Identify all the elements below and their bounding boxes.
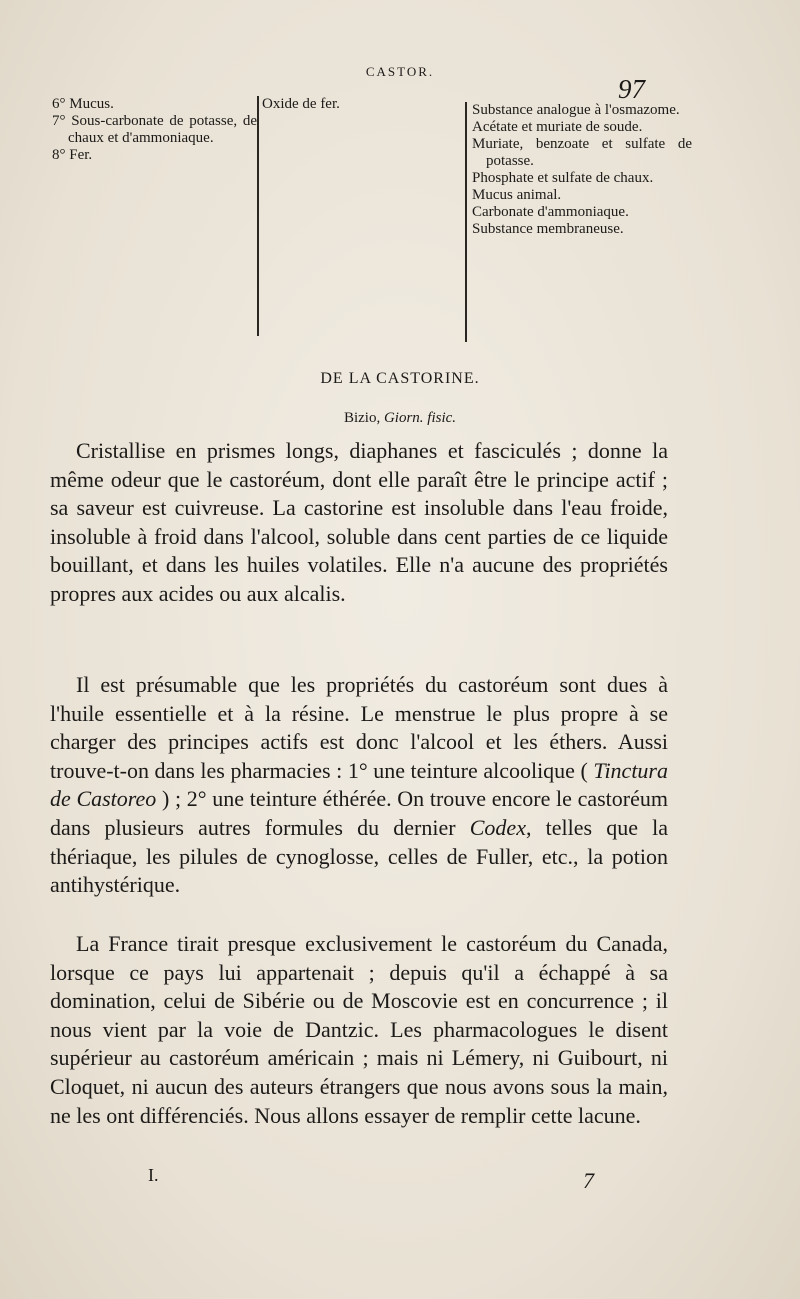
table-entry: 7° Sous-carbonate de potasse, de chaux et d'ammoniaque. — [52, 113, 257, 146]
gathering-number: 7 — [583, 1168, 594, 1193]
page-number: 97 — [618, 74, 645, 104]
paragraph-span: Il est présumable que les propriétés du castoréum sont dues à l'huile essentielle et à la résine. Le menstrue le plus propre à se charger des principes actifs est donc l'alcool et les éthers. Aussi trouve-t-on dans les pharmacies : 1° une teinture alcoolique ( — [50, 672, 668, 783]
paragraph — [50, 437, 668, 609]
paragraph — [50, 671, 668, 900]
table-column-3 — [472, 102, 692, 238]
paragraph-span: ) ; 2° une teinture éthérée. On trouve encore le castoréum dans plusieurs autres formules du dernier — [50, 786, 669, 840]
table-entry: Mucus animal. — [472, 187, 562, 203]
signature-mark: I. — [148, 1165, 159, 1185]
paragraph-text: Cristallise en prismes longs, diaphanes et fasciculés ; donne la même odeur que le castoréum, dont elle paraît être le principe actif ; sa saveur est cuivreuse. La castorine est insoluble dans l'eau froide, insoluble à froid dans l'alcool, soluble dans cent parties de ce liquide bouillant, et dans les huiles volatiles. Elle n'a aucune des propriétés propres aux acides ou aux alcalis. — [50, 438, 668, 606]
source-author: Bizio, — [343, 410, 384, 426]
table-entry: 6° Mucus. — [52, 96, 114, 112]
table-entry: Carbonate d'ammoniaque. — [472, 204, 629, 220]
running-title: CASTOR. — [365, 64, 435, 79]
paragraph-text — [50, 671, 668, 900]
table-column-2 — [262, 96, 462, 113]
source-journal: Giorn. fisic. — [383, 410, 457, 426]
table-entry: Phosphate et sulfate de chaux. — [472, 170, 654, 186]
italic-title: Codex — [469, 814, 526, 840]
table-entry: Substance membraneuse. — [472, 221, 624, 237]
table-entry: Oxide de fer. — [262, 96, 340, 112]
paragraph — [50, 930, 668, 1130]
composition-table — [52, 96, 692, 346]
italic-title: Tinctura de Castoreo — [50, 757, 668, 812]
section-title: DE LA CASTORINE. — [320, 370, 480, 387]
table-column-1 — [52, 96, 257, 164]
source-citation — [0, 410, 800, 427]
paragraph-text: La France tirait presque exclusivement le castoréum du Canada, lorsque ce pays lui appartenait ; depuis qu'il a échappé à sa domination, celui de Sibérie ou de Moscovie est en concurrence ; il nous vient par la voie de Dantzic. Les pharmacologues le disent supérieur au castoréum américain ; mais ni Lémery, ni Guibourt, ni Cloquet, ni aucun des auteurs étrangers que nous avons sous la main, ne les ont différenciés. Nous allons essayer de remplir cette lacune. — [50, 931, 668, 1128]
table-entry: Acétate et muriate de soude. — [472, 119, 643, 135]
table-entry: Substance analogue à l'osmazome. — [472, 102, 680, 118]
table-entry: 8° Fer. — [52, 147, 93, 163]
column-rule — [465, 102, 467, 342]
column-rule — [257, 96, 259, 336]
table-entry: Muriate, benzoate et sulfate de potasse. — [472, 136, 692, 169]
paragraph-span: , telles que la thériaque, les pilules de cynoglosse, celles de Fuller, etc., la potion antihystérique. — [50, 814, 668, 898]
